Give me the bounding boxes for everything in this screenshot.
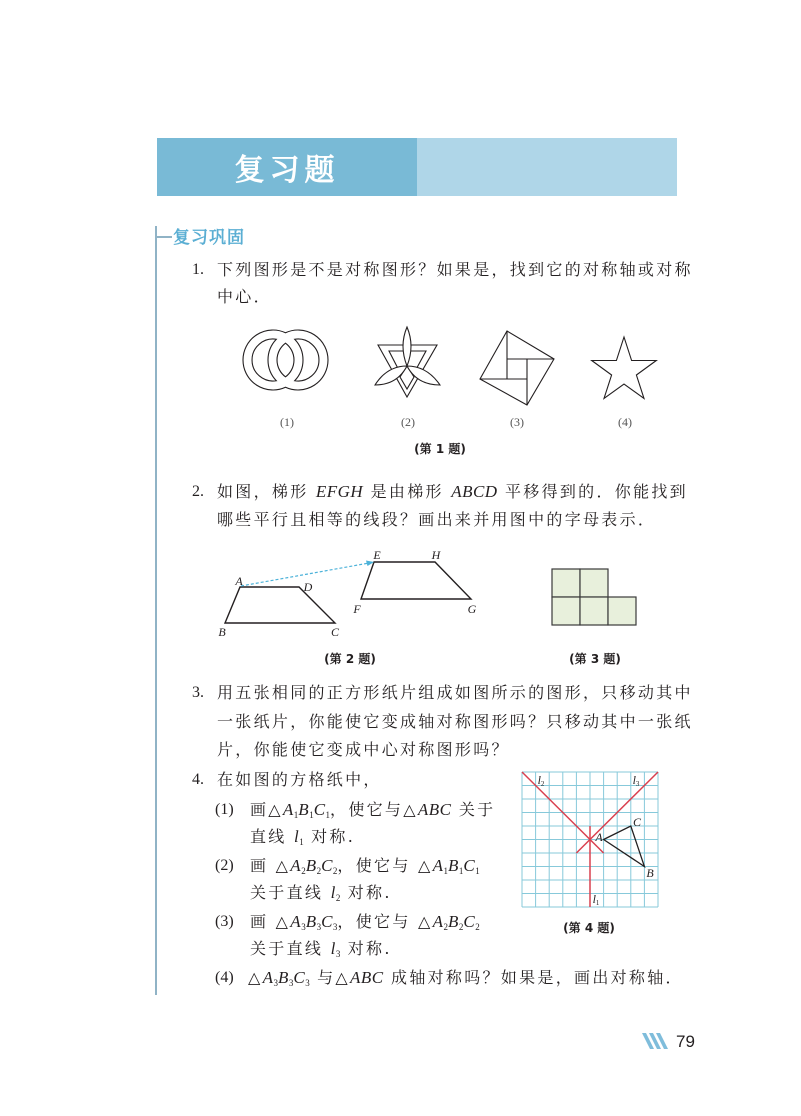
axis-label: l1 (592, 892, 600, 907)
sub-question-number: (1) (215, 801, 234, 818)
problem-text-line: 片，你能使它变成中心对称图形吗？ (217, 740, 510, 759)
shape-triangle-star (375, 327, 440, 397)
problem-text-line: 哪些平行且相等的线段？画出来并用图中的字母表示． (217, 510, 657, 529)
axis-label: l3 (632, 773, 640, 788)
sub-question-number: (3) (215, 913, 234, 930)
problem-text-line: 如图，梯形 EFGH 是由梯形 ABCD 平移得到的．你能找到 (217, 482, 688, 501)
point-label: C (632, 815, 642, 829)
figure-caption: (第 3 题) (569, 652, 621, 666)
page-stripes-icon (642, 1033, 674, 1049)
problem-number: 2. (192, 483, 204, 500)
section-heading: 复习巩固 (173, 228, 245, 248)
problem-number: 1. (192, 261, 204, 278)
trapezoid-abcd (225, 587, 335, 623)
problem-text-line: 直线 $l_1$ 对称. (250, 827, 356, 847)
figure-caption: (第 1 题) (414, 442, 466, 456)
point-label: F (353, 602, 361, 616)
point-label: D (303, 580, 313, 594)
figure-label: (4) (618, 415, 632, 429)
problem-number: 4. (192, 771, 204, 788)
figure-label: (2) (401, 415, 415, 429)
problem-number: 3. (192, 684, 204, 701)
problem-text-line: 关于直线 $l_3$ 对称. (250, 939, 392, 959)
sub-question-number: (2) (215, 857, 234, 874)
chapter-banner-title-block (157, 138, 417, 196)
figure-label: (3) (510, 415, 524, 429)
figure-3-five-squares (545, 562, 645, 634)
problem-text-line: 一张纸片，你能使它变成轴对称图形吗？只移动其中一张纸 (217, 712, 693, 731)
point-label: A (235, 574, 243, 588)
problem-text-line: 在如图的方格纸中， (217, 770, 382, 789)
problem-text-line: $\triangle A_3B_3C_3$ 与△ABC 成轴对称吗？如果是，画出对称轴． (248, 968, 684, 988)
problem-text-line: 画$\triangle A_1B_1C_1$，使它与△ABC 关于 (250, 800, 496, 820)
point-label: B (218, 625, 226, 639)
banner-title: 复习题 (234, 153, 340, 188)
shape-interlocking-rings (243, 330, 328, 390)
problem-text-line: 画 $\triangle A_2B_2C_2$，使它与 $\triangle A_1B_1C_1$ (250, 856, 480, 876)
point-label: E (373, 548, 381, 562)
problem-text-line: 用五张相同的正方形纸片组成如图所示的图形，只移动其中 (217, 683, 693, 702)
shape-pinwheel-square (480, 331, 554, 405)
point-label: G (467, 602, 477, 616)
problem-text-line: 关于直线 $l_2$ 对称. (250, 883, 392, 903)
page-number: 79 (676, 1032, 695, 1051)
shape-five-point-star (592, 337, 657, 399)
point-label: H (431, 548, 441, 562)
point-label: C (330, 625, 340, 639)
problem-text-line: 画 $\triangle A_3B_3C_3$，使它与 $\triangle A_2B_2C_2$ (250, 912, 480, 932)
axis-label: l2 (537, 773, 545, 788)
figure-caption: (第 4 题) (563, 921, 615, 935)
figure-1-shapes (230, 320, 670, 420)
section-rule-tick (155, 236, 172, 238)
triangle-abc (604, 826, 645, 867)
figure-caption: (第 2 题) (324, 652, 376, 666)
figure-4-grid (518, 768, 664, 912)
trapezoid-efgh (361, 562, 471, 599)
point-label: B (646, 866, 654, 880)
point-label: A (595, 830, 603, 844)
figure-2-trapezoids (200, 540, 500, 640)
problem-text-line: 中心． (217, 287, 272, 306)
chapter-banner (157, 138, 677, 196)
section-rule-vertical (155, 226, 157, 995)
sub-question-number: (4) (215, 969, 234, 986)
problem-text-line: 下列图形是不是对称图形？如果是，找到它的对称轴或对称 (217, 260, 693, 279)
figure-label: (1) (280, 415, 294, 429)
